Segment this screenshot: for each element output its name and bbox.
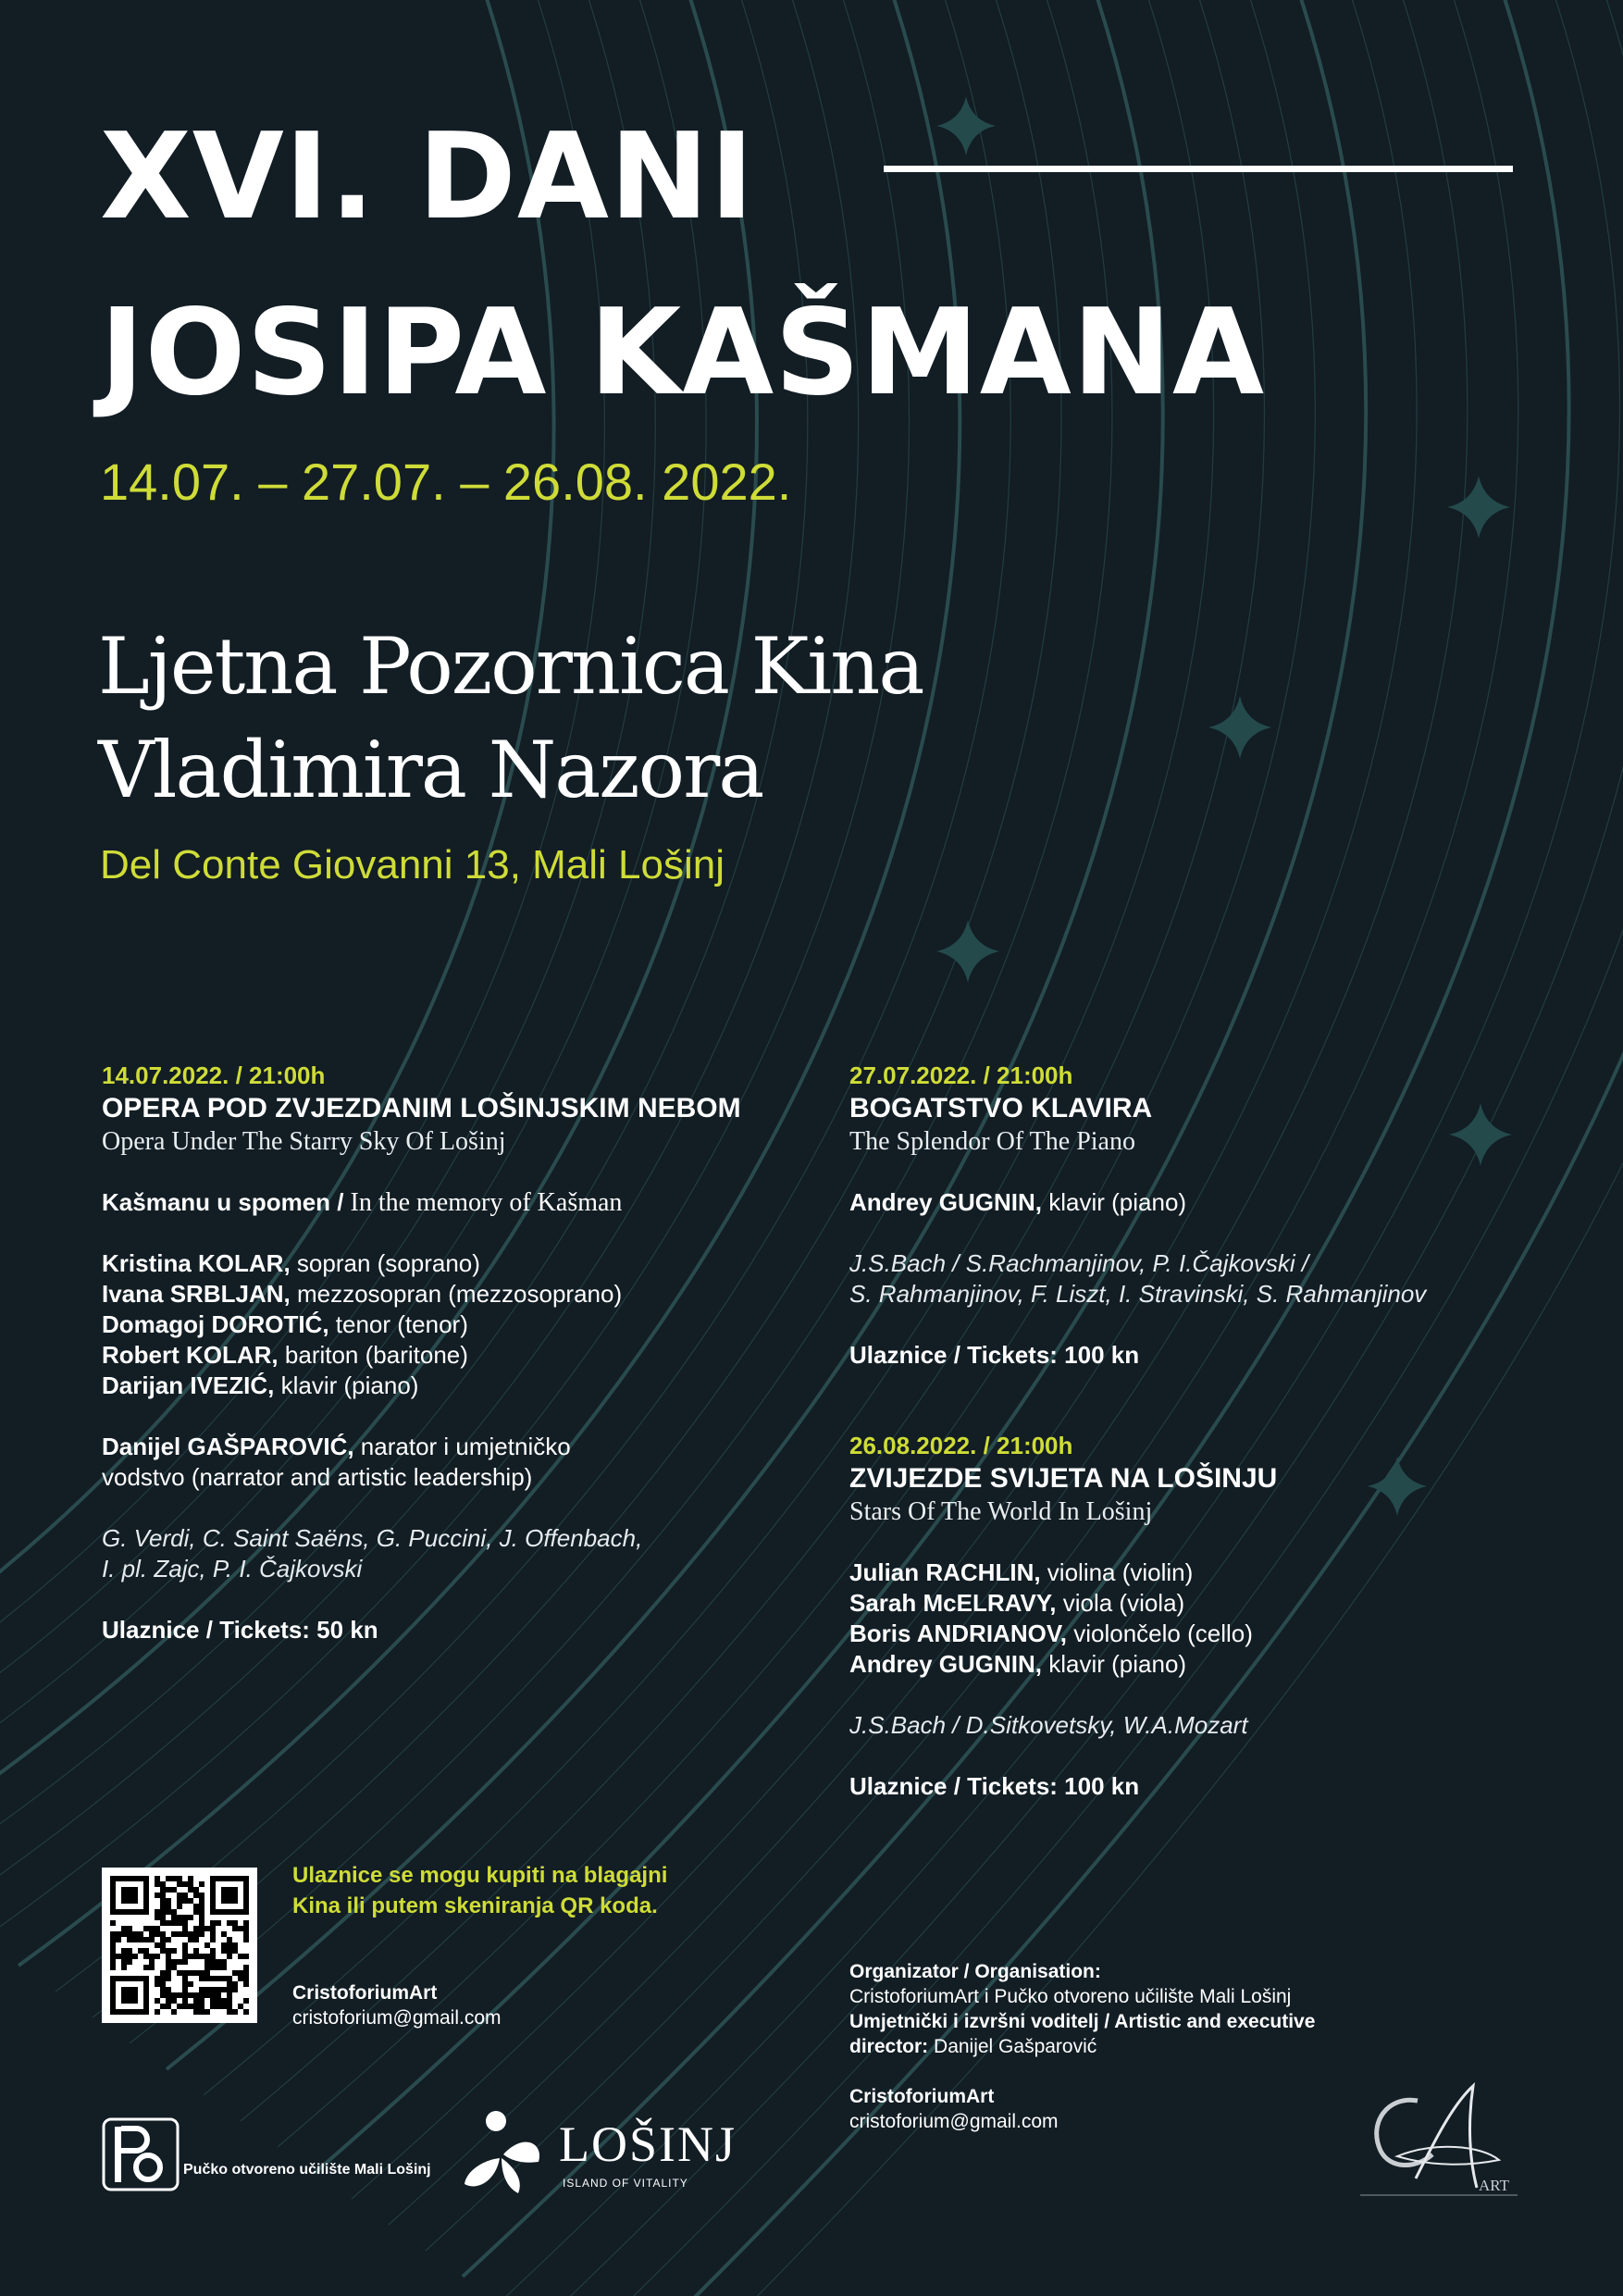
event-2 — [849, 1061, 1590, 1371]
event-3-subtitle: Stars Of The World In Lošinj — [849, 1497, 1153, 1526]
event-1-narrator-cont: vodstvo (narrator and artistic leadership) — [102, 1463, 533, 1491]
director-name: Danijel Gašparović — [928, 2036, 1097, 2057]
event-1-dedication: Kašmanu u spomen / In the memory of Kašman — [102, 1188, 623, 1217]
event-2-composers-line1: J.S.Bach / S.Rachmanjinov, P. I.Čajkovski / — [849, 1249, 1309, 1277]
performer: Darijan IVEZIĆ, klavir (piano) — [102, 1371, 419, 1399]
pou-logo-text: Pučko otvoreno učilište Mali Lošinj — [183, 2162, 431, 2178]
contact-email[interactable]: cristoforium@gmail.com — [292, 2007, 502, 2029]
performer: Julian RACHLIN, violina (violin) — [849, 1558, 1194, 1586]
contact2-name: CristoforiumArt — [849, 2086, 995, 2107]
contact-left — [292, 1980, 502, 2030]
star-icon — [936, 96, 996, 155]
event-2-title: BOGATSTVO KLAVIRA — [849, 1093, 1153, 1123]
ticket-info-line1: Ulaznice se mogu kupiti na blagajni — [292, 1863, 668, 1888]
director-label: Umjetnički i izvršni voditelj / Artistic and executive — [849, 2011, 1316, 2032]
event-2-subtitle: The Splendor Of The Piano — [849, 1127, 1135, 1156]
qr-code-icon — [102, 1868, 257, 2023]
performer: Sarah McELRAVY, viola (viola) — [849, 1589, 1185, 1617]
losinj-logo — [459, 2106, 737, 2199]
event-3-title: ZVIJEZDE SVIJETA NA LOŠINJU — [849, 1463, 1278, 1494]
venue-address: Del Conte Giovanni 13, Mali Lošinj — [100, 842, 725, 887]
performer: Kristina KOLAR, sopran (soprano) — [102, 1249, 480, 1277]
event-1-subtitle: Opera Under The Starry Sky Of Lošinj — [102, 1127, 506, 1156]
performer: Robert KOLAR, bariton (baritone) — [102, 1341, 468, 1369]
director-label-cont: director: — [849, 2036, 929, 2057]
ca-art-text: ART — [1479, 2177, 1509, 2194]
ticket-info — [292, 1860, 811, 1921]
event-3 — [849, 1431, 1590, 1802]
festival-title-line1: XVI. DANI — [100, 108, 755, 246]
star-icon — [936, 920, 999, 983]
contact2-email[interactable]: cristoforium@gmail.com — [849, 2111, 1059, 2132]
event-1-composers-line2: I. pl. Zajc, P. I. Čajkovski — [102, 1555, 363, 1582]
event-3-composers-line1: J.S.Bach / D.Sitkovetsky, W.A.Mozart — [849, 1711, 1248, 1739]
star-icon — [1447, 476, 1510, 539]
venue-name — [98, 614, 923, 822]
pou-logo-icon — [102, 2117, 180, 2191]
losinj-logo-name: LOŠINJ — [559, 2116, 737, 2172]
venue-line2: Vladimira Nazora — [98, 725, 763, 815]
event-2-tickets: Ulaznice / Tickets: 100 kn — [849, 1341, 1140, 1369]
event-2-composers-line2: S. Rahmanjinov, F. Liszt, I. Stravinski, S. Rahmanjinov — [849, 1280, 1427, 1308]
performer: Ivana SRBLJAN, mezzosopran (mezzosoprano) — [102, 1280, 623, 1308]
cristoforium-art-logo — [1360, 2077, 1518, 2197]
event-1 — [102, 1061, 842, 1645]
event-1-narrator: Danijel GAŠPAROVIĆ, narator i umjetničko — [102, 1433, 571, 1460]
event-2-date: 27.07.2022. / 21:00h — [849, 1061, 1073, 1089]
event-1-composers-line1: G. Verdi, C. Saint Saëns, G. Puccini, J. Offenbach, — [102, 1524, 643, 1552]
event-1-performers — [102, 1248, 842, 1401]
ticket-info-line2: Kina ili putem skeniranja QR koda. — [292, 1893, 658, 1918]
festival-dates: 14.07. – 27.07. – 26.08. 2022. — [100, 453, 792, 511]
qr-code[interactable] — [102, 1868, 257, 2023]
performer: Domagoj DOROTIĆ, tenor (tenor) — [102, 1310, 468, 1338]
festival-title-line2: JOSIPA KAŠMANA — [100, 284, 1265, 422]
performer: Boris ANDRIANOV, violončelo (cello) — [849, 1620, 1253, 1647]
venue-line1: Ljetna Pozornica Kina — [98, 621, 923, 712]
contact-name: CristoforiumArt — [292, 1982, 438, 2004]
pou-logo — [102, 2116, 435, 2193]
organizer-label: Organizator / Organisation: — [849, 1961, 1101, 1982]
performer: Andrey GUGNIN, klavir (piano) — [849, 1188, 1187, 1216]
losinj-logo-tagline: ISLAND OF VITALITY — [563, 2177, 688, 2190]
title-rule — [884, 166, 1513, 172]
performer: Andrey GUGNIN, klavir (piano) — [849, 1650, 1187, 1678]
event-1-title: OPERA POD ZVJEZDANIM LOŠINJSKIM NEBOM — [102, 1093, 741, 1123]
losinj-flower-icon — [459, 2106, 548, 2195]
event-3-tickets: Ulaznice / Tickets: 100 kn — [849, 1772, 1140, 1800]
event-1-date: 14.07.2022. / 21:00h — [102, 1061, 326, 1089]
event-1-tickets: Ulaznice / Tickets: 50 kn — [102, 1616, 378, 1644]
organizer-value: CristoforiumArt i Pučko otvoreno učilište Mali Lošinj — [849, 1986, 1292, 2007]
star-icon — [1208, 696, 1271, 759]
event-3-date: 26.08.2022. / 21:00h — [849, 1432, 1073, 1459]
